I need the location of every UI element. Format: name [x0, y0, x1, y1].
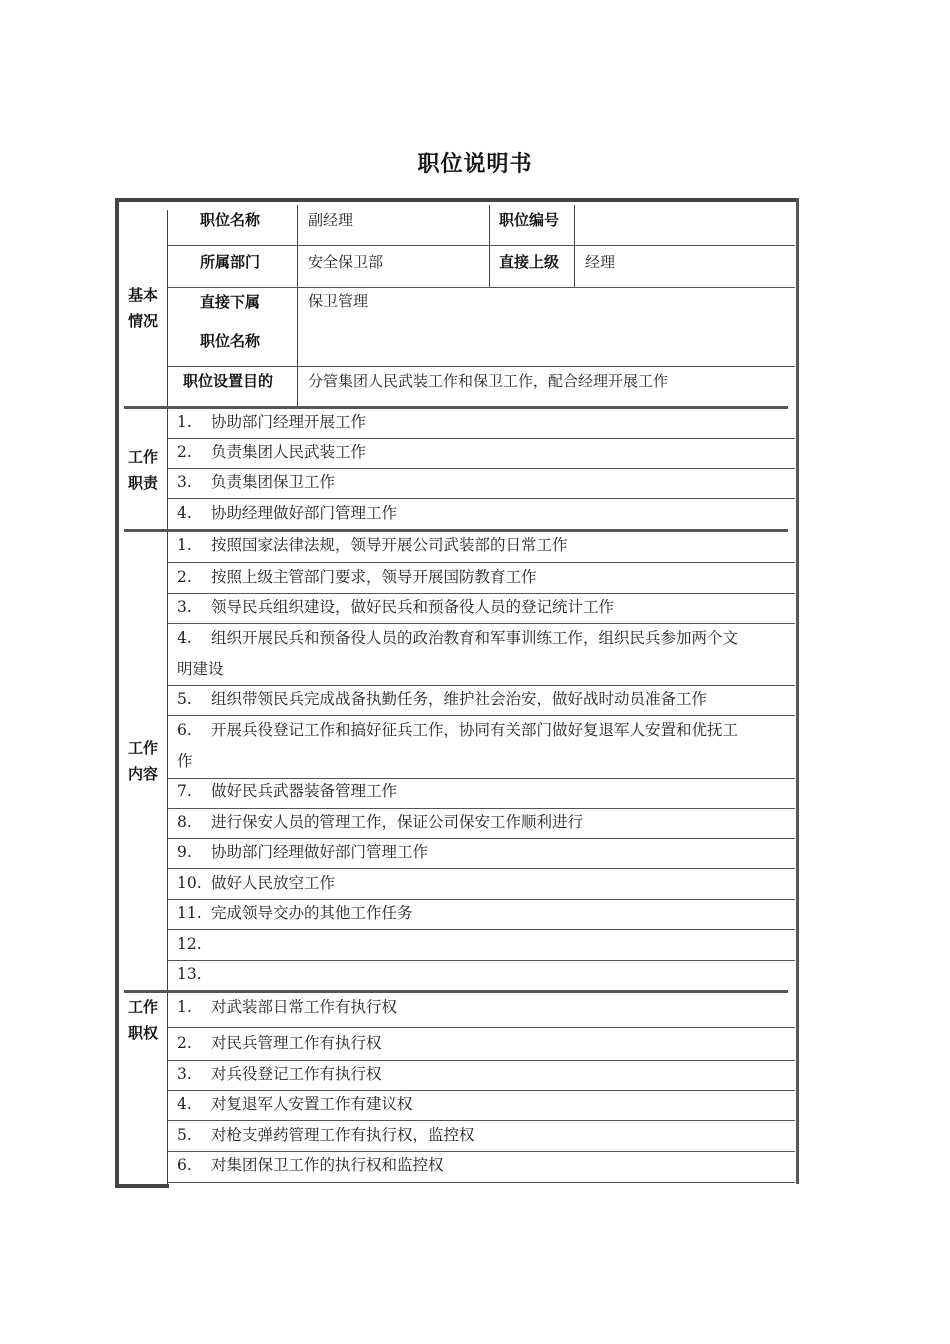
purpose-value: 分管集团人民武装工作和保卫工作，配合经理开展工作 [308, 372, 669, 390]
content-item: 1. 按照国家法律法规，领导开展公司武装部的日常工作 [177, 536, 568, 554]
document-title: 职位说明书 [417, 152, 533, 177]
frame-right-border [796, 198, 799, 1184]
content-item: 13. [177, 965, 202, 983]
duty-item: 3. 负责集团保卫工作 [177, 473, 336, 491]
label-column-divider [167, 210, 168, 1184]
duty-item: 4. 协助经理做好部门管理工作 [177, 504, 398, 522]
subordinate-label-line2: 职位名称 [200, 332, 261, 350]
frame-bottom-border [115, 1184, 169, 1188]
subordinate-value: 保卫管理 [308, 292, 369, 310]
position-name-value: 副经理 [308, 211, 354, 229]
frame-top-border [115, 198, 799, 202]
authority-item: 6. 对集团保卫工作的执行权和监控权 [177, 1156, 444, 1174]
content-item: 8. 进行保安人员的管理工作，保证公司保安工作顺利进行 [177, 813, 584, 831]
section-label-duties: 工作 职责 [127, 448, 158, 492]
purpose-label: 职位设置目的 [183, 372, 274, 390]
col-divider [489, 205, 490, 287]
department-value: 安全保卫部 [308, 253, 384, 271]
duty-item: 1. 协助部门经理开展工作 [177, 413, 367, 431]
row-divider [168, 287, 795, 288]
col-divider [297, 205, 298, 406]
subordinate-label-line1: 直接下属 [200, 293, 261, 311]
superior-value: 经理 [585, 253, 616, 271]
content-item: 6. 开展兵役登记工作和搞好征兵工作，协同有关部门做好复退军人安置和优抚工 作 [177, 721, 739, 770]
position-code-label: 职位编号 [499, 211, 560, 229]
content-item: 3. 领导民兵组织建设，做好民兵和预备役人员的登记统计工作 [177, 598, 615, 616]
section-label-basic: 基本 情况 [127, 286, 158, 330]
content-item: 4. 组织开展民兵和预备役人员的政治教育和军事训练工作，组织民兵参加两个文 明建设 [177, 629, 739, 678]
authority-item: 5. 对枪支弹药管理工作有执行权，监控权 [177, 1126, 475, 1144]
row-divider [168, 245, 795, 246]
section-label-authority: 工作 职权 [127, 998, 158, 1042]
content-item: 7. 做好民兵武器装备管理工作 [177, 782, 398, 800]
content-item: 5. 组织带领民兵完成战备执勤任务，维护社会治安，做好战时动员准备工作 [177, 690, 708, 708]
content-item: 10. 做好人民放空工作 [177, 874, 336, 892]
authority-item: 4. 对复退军人安置工作有建议权 [177, 1095, 413, 1113]
content-item: 2. 按照上级主管部门要求，领导开展国防教育工作 [177, 568, 537, 586]
authority-item: 2. 对民兵管理工作有执行权 [177, 1034, 382, 1052]
authority-item: 1. 对武装部日常工作有执行权 [177, 998, 398, 1016]
authority-item: 3. 对兵役登记工作有执行权 [177, 1065, 382, 1083]
superior-label: 直接上级 [499, 253, 560, 271]
content-item: 9. 协助部门经理做好部门管理工作 [177, 843, 429, 861]
col-divider [574, 205, 575, 287]
duty-item: 2. 负责集团人民武装工作 [177, 443, 367, 461]
content-item: 11. 完成领导交办的其他工作任务 [177, 904, 413, 922]
row-divider [168, 1182, 795, 1183]
department-label: 所属部门 [200, 253, 261, 271]
position-name-label: 职位名称 [200, 211, 261, 229]
content-item: 12. [177, 935, 202, 953]
section-label-content: 工作 内容 [127, 739, 158, 783]
